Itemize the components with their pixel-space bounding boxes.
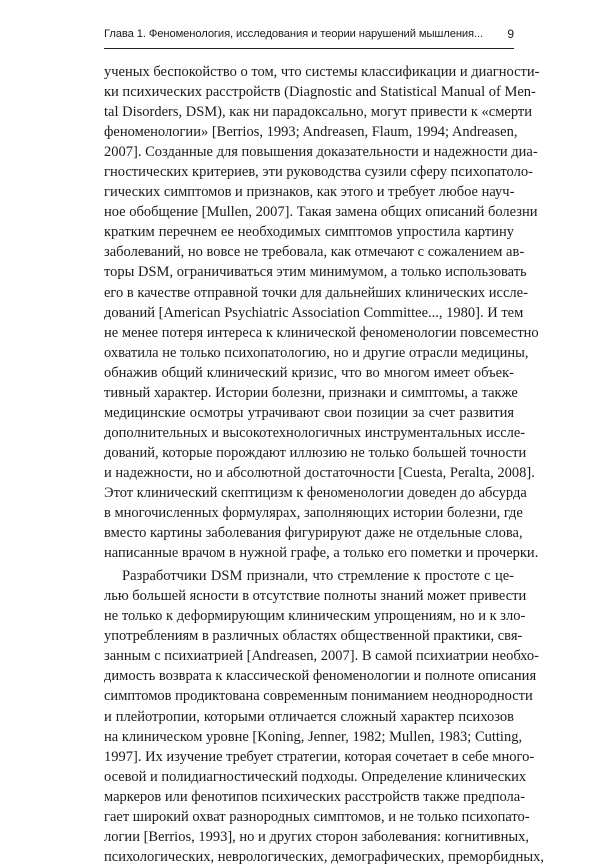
text-line: в многочисленных формулярах, заполняющих истории болезни, где [104,505,523,522]
text-line: медицинские осмотры утрачивают свои позиции за счет развития [104,404,514,421]
paragraph [104,566,544,867]
text-line: и надежности, но и абсолютной достаточности [Cuesta, Peralta, 2008]. [104,464,535,481]
text-line: употреблениям в различных областях общественной практики, свя- [104,628,523,645]
text-line: не менее потеря интереса к клинической феноменологии повсеместно [104,324,539,341]
text-line: ученых беспокойство о том, что системы классификации и диагности- [104,64,540,80]
text-line: обнажив общий клинический кризис, что во многом имеет объек- [104,364,514,381]
text-line: Этот клинический скептицизм к феноменологии доведен до абсурда [104,484,527,501]
text-line: феноменологии» [Berrios, 1993; Andreasen, Flaum, 1994; Andreasen, [104,124,518,141]
text-line: логии [Berrios, 1993], но и других сторон заболевания: когнитивных, [104,828,529,845]
text-line: охватила не только психопатологию, но и другие отрасли медицины, [104,344,529,361]
text-line: кратким перечнем ее необходимых симптомов упростила картину [104,224,514,241]
text-line: занным с психиатрией [Andreasen, 2007]. В самой психиатрии необхо- [104,648,539,665]
text-line: 1997]. Их изучение требует стратегии, которая сочетает в себе много- [104,748,535,765]
text-line: ное обобщение [Mullen, 2007]. Такая замена общих описаний болезни [104,204,538,221]
text-line: вместо картины заболевания фигурируют даже не отдельные слова, [104,525,523,542]
running-header [104,22,514,49]
text-line: ки психических расстройств (Diagnostic and Statistical Manual of Men- [104,84,536,101]
text-line: его в качестве отправной точки для дальнейших клинических иссле- [104,284,528,301]
text-line: психологических, неврологических, демографических, преморбидных, [104,848,544,865]
text-line: и плейотропии, которыми отличается сложный характер психозов [104,708,514,725]
text-line: tal Disorders, DSM), как ни парадоксально, могут привести к «смерти [104,104,532,121]
text-line: лью большей ясности в отсутствие полноты знаний может привести [104,588,527,605]
text-line: симптомов продиктована современным пониманием неоднородности [104,688,533,705]
text-line: гностических критериев, эти руководства сузили сферу психопатоло- [104,164,533,181]
text-line: не только к деформирующим клиническим упрощениям, но и к зло- [104,608,526,625]
text-line: Разработчики DSM признали, что стремление к простоте с це- [122,568,514,585]
text-line: написанные врачом в нужной графе, а только его пометки и прочерки. [104,545,539,562]
body-text [104,62,544,867]
text-line: дополнительных и высокотехнологичных инструментальных иссле- [104,424,526,441]
chapter-title: Глава 1. Феноменология, исследования и теории нарушений мышления... [104,28,484,40]
text-line: димость возврата к классической феноменологии и полноте описания [104,668,537,685]
text-line: дований, которые порождают иллюзию не только большей точности [104,444,527,461]
text-line: осевой и полидиагностический подходы. Определение клинических [104,768,527,785]
text-line: дований [American Psychiatric Association Committee..., 1980]. И тем [104,304,524,321]
text-line: маркеров или фенотипов психических расстройств также предпола- [104,788,526,805]
text-line: гических симптомов и признаков, как этого и требует любое науч- [104,184,515,201]
text-line: на клиническом уровне [Koning, Jenner, 1982; Mullen, 1983; Cutting, [104,728,523,745]
text-line: тивный характер. Истории болезни, признаки и симптомы, а также [104,384,518,401]
text-line: 2007]. Созданные для повышения доказательности и надежности диа- [104,144,538,161]
text-line: гает широкий охват разнородных симптомов, и не только психопато- [104,808,530,825]
text-line: торы DSM, ограничиваться этим минимумом, а только использовать [104,264,527,281]
page-number: 9 [507,27,514,41]
text-line: заболеваний, но вовсе не требовала, как отмечают с сожалением ав- [104,244,525,261]
paragraph [104,62,540,563]
